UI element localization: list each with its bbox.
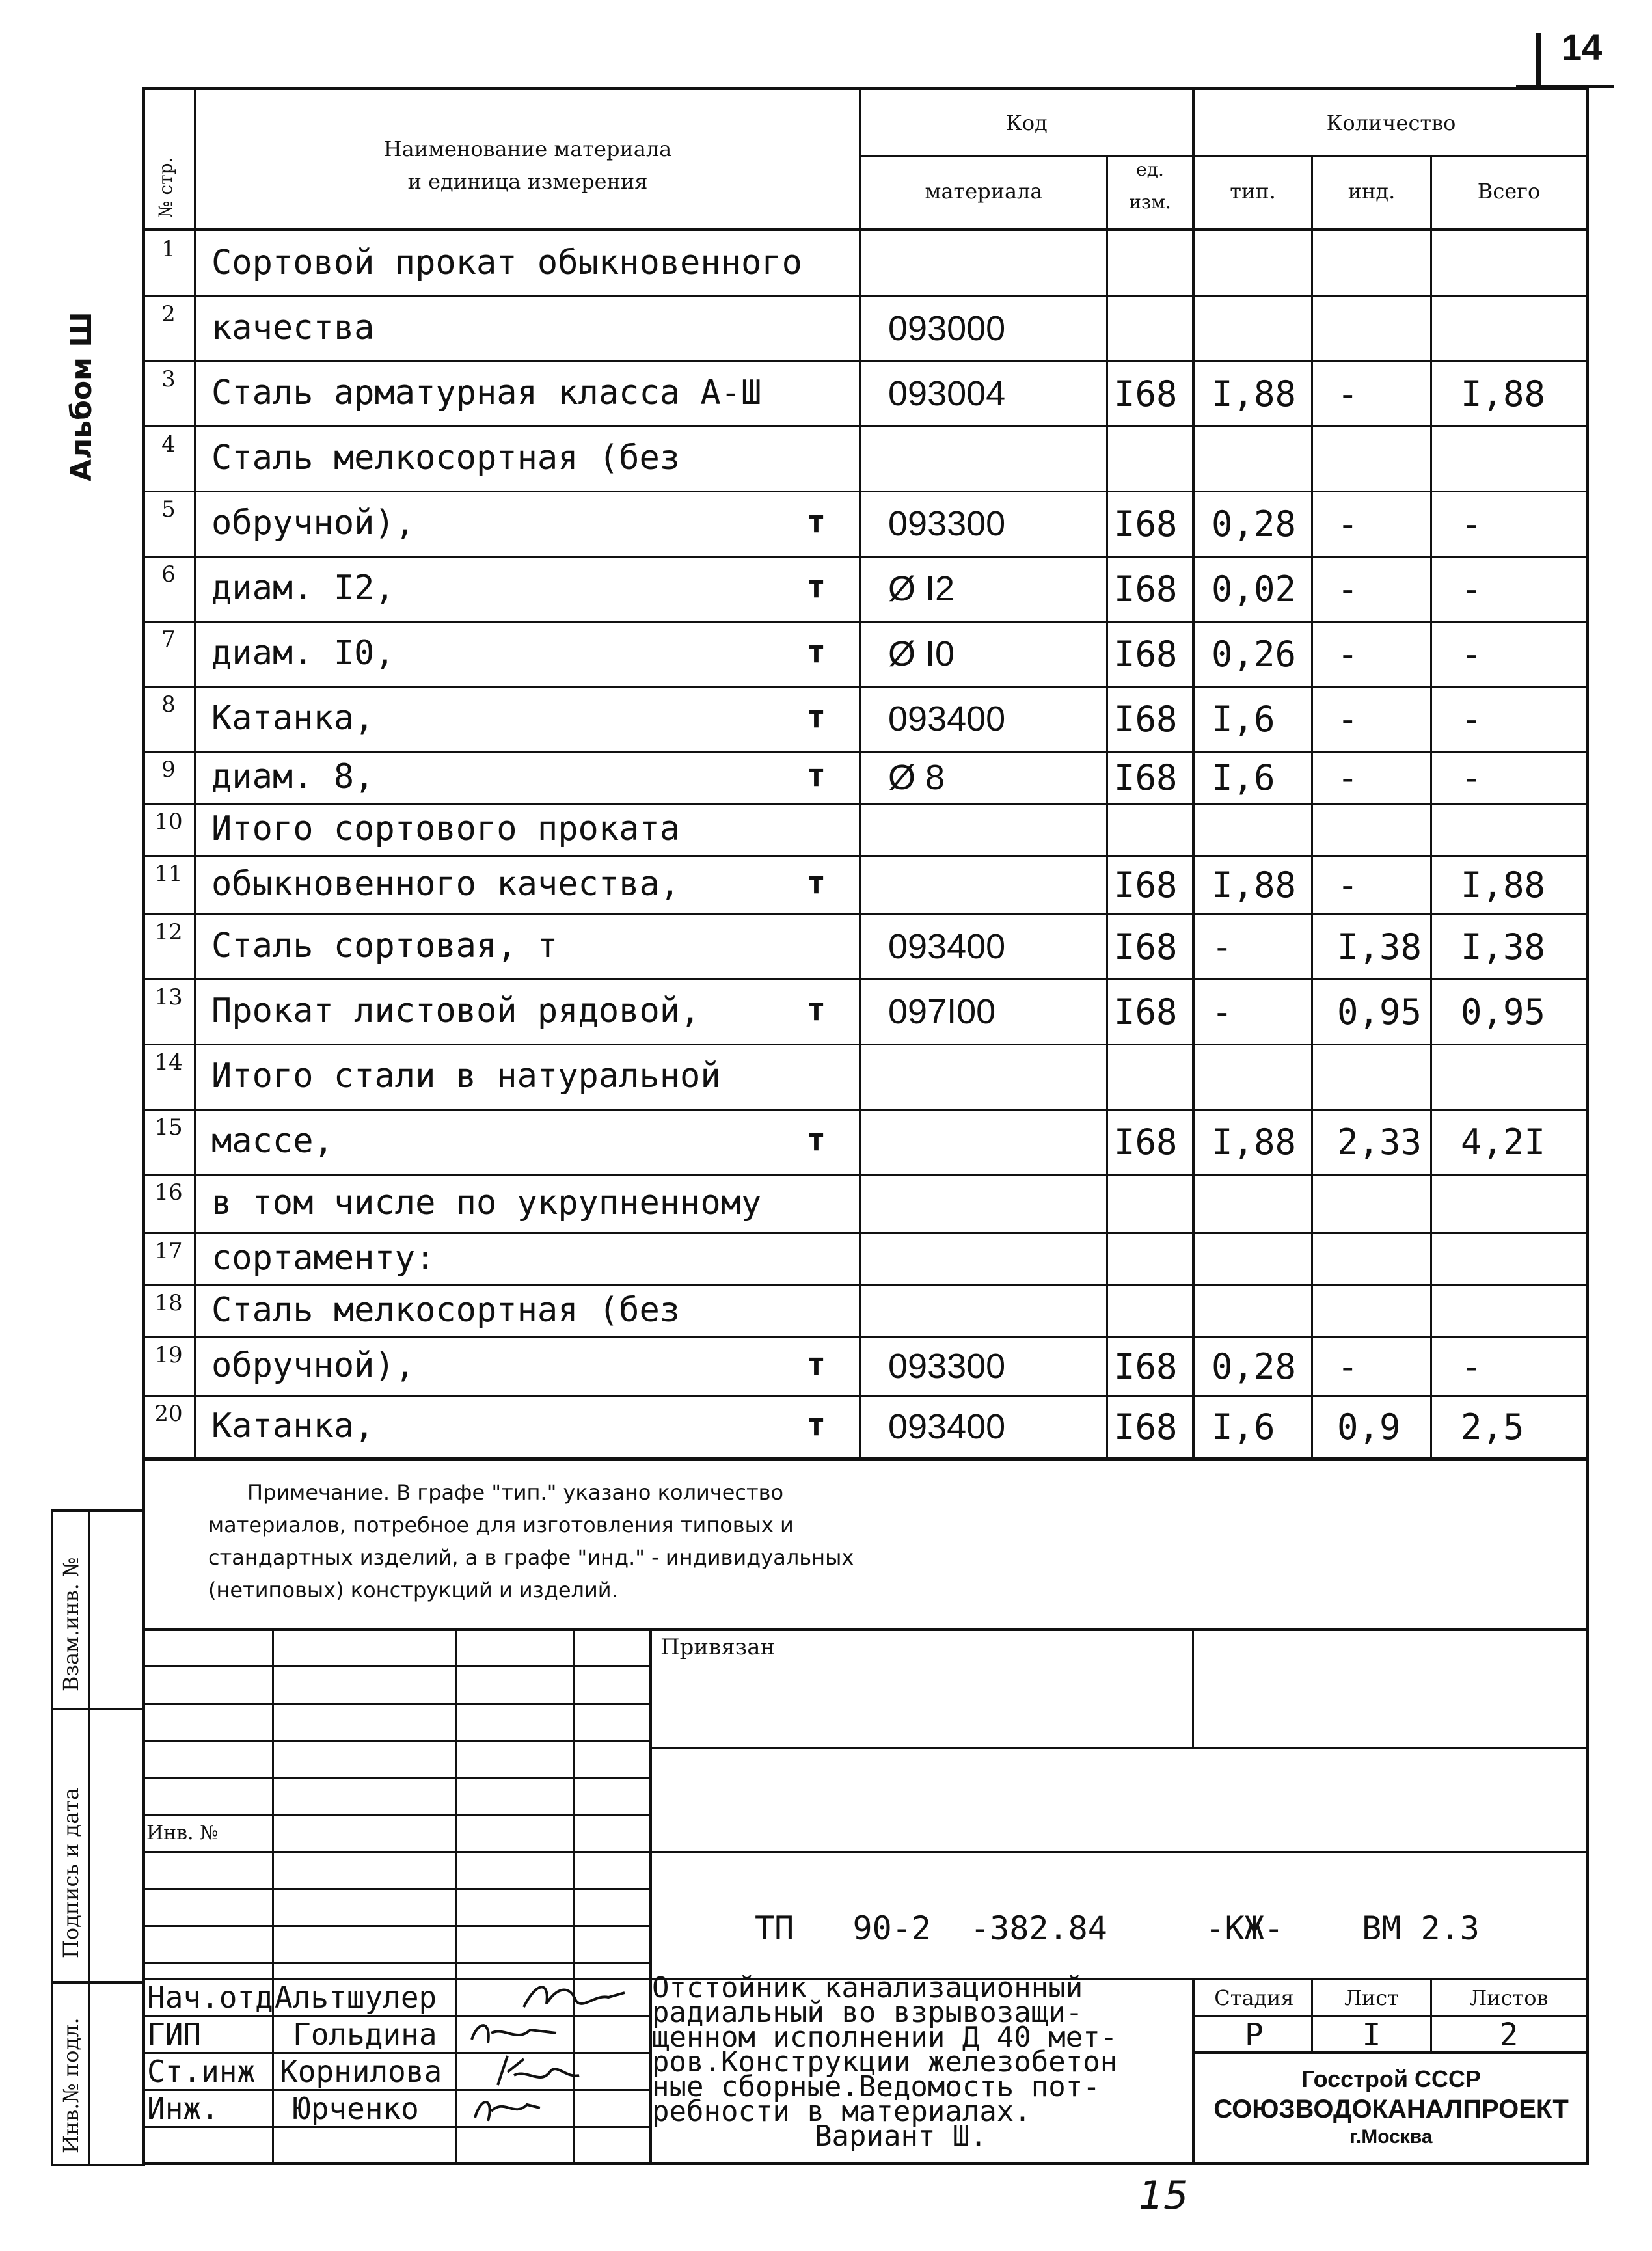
material-name: Катанка, xyxy=(211,1406,375,1446)
title-line-1: Отстойник канализационный xyxy=(652,1971,1083,2004)
qty-ind: 2,33 xyxy=(1337,1122,1422,1163)
side-label-podpis: Подпись и дата xyxy=(59,1787,83,1958)
row-number: 19 xyxy=(154,1342,183,1368)
unit-code: I68 xyxy=(1114,373,1178,414)
row-number: 18 xyxy=(154,1290,183,1316)
material-name: в том числе по укрупненному xyxy=(211,1183,762,1222)
staff-name-3: Корнилова xyxy=(280,2054,442,2089)
material-name: массе, xyxy=(211,1122,334,1161)
qty-ind: - xyxy=(1337,634,1359,675)
bottom-page-number: 15 xyxy=(1139,2173,1189,2218)
qty-ind: I,38 xyxy=(1337,926,1422,967)
header-col-total: Всего xyxy=(1477,179,1541,204)
material-name: диам. I0, xyxy=(211,634,395,673)
qty-total: I,38 xyxy=(1461,926,1546,967)
row-number: 3 xyxy=(161,366,176,392)
qty-total: 4,2I xyxy=(1461,1122,1546,1163)
album-label: Альбом Ш xyxy=(65,312,98,481)
material-name: Катанка, xyxy=(211,699,375,738)
material-unit: т xyxy=(807,504,826,540)
unit-code: I68 xyxy=(1114,926,1178,967)
sheets-value: 2 xyxy=(1499,2017,1519,2053)
title-line-7: Вариант Ш. xyxy=(815,2120,987,2153)
material-code: 093000 xyxy=(888,309,1006,348)
qty-total: 0,95 xyxy=(1461,991,1546,1032)
qty-typ: - xyxy=(1212,991,1233,1032)
qty-ind: 0,9 xyxy=(1337,1406,1401,1448)
qty-typ: 0,02 xyxy=(1212,569,1297,610)
sheet-value: I xyxy=(1362,2017,1381,2053)
material-code: 093300 xyxy=(888,504,1006,543)
header-col-ind: инд. xyxy=(1347,179,1396,204)
qty-total: I,88 xyxy=(1461,373,1546,414)
material-unit: т xyxy=(807,991,826,1028)
material-name: Сталь мелкосортная (без xyxy=(211,1291,681,1330)
staff-role-4: Инж. xyxy=(147,2091,219,2126)
note-line-2: материалов, потребное для изготовления типовых и xyxy=(208,1513,794,1537)
unit-code: I68 xyxy=(1114,757,1178,798)
row-number: 8 xyxy=(161,692,176,718)
material-unit: т xyxy=(807,865,826,901)
header-col-code-unit-2: изм. xyxy=(1129,191,1171,213)
qty-ind: 0,95 xyxy=(1337,991,1422,1032)
qty-typ: I,88 xyxy=(1212,1122,1297,1163)
unit-code: I68 xyxy=(1114,569,1178,610)
row-number: 14 xyxy=(154,1049,183,1075)
material-name: диам. 8, xyxy=(211,757,375,796)
note-line-3: стандартных изделий, а в графе "инд." - индивидуальных xyxy=(208,1545,854,1570)
row-number: 9 xyxy=(161,757,176,783)
privyazan-label: Привязан xyxy=(660,1634,776,1660)
qty-ind: - xyxy=(1337,1346,1359,1387)
row-number: 16 xyxy=(154,1179,183,1206)
qty-total: I,88 xyxy=(1461,865,1546,906)
title-line-6: ребности в материалах. xyxy=(652,2095,1031,2128)
note-line-4: (нетиповых) конструкций и изделий. xyxy=(208,1578,618,1602)
material-unit: т xyxy=(807,1346,826,1382)
material-code: Ø 8 xyxy=(888,758,945,797)
staff-name-4: Юрченко xyxy=(293,2091,419,2126)
qty-total: - xyxy=(1461,757,1482,798)
row-number: 4 xyxy=(161,431,176,457)
qty-total: - xyxy=(1461,569,1482,610)
qty-typ: - xyxy=(1212,926,1233,967)
material-code: 093400 xyxy=(888,927,1006,966)
material-code: 093004 xyxy=(888,374,1006,413)
material-code: Ø I2 xyxy=(888,569,955,608)
row-number: 6 xyxy=(161,561,176,587)
qty-typ: 0,26 xyxy=(1212,634,1297,675)
material-unit: т xyxy=(807,699,826,735)
material-name: обручной), xyxy=(211,1346,416,1385)
title-line-5: ные сборные.Ведомость пот- xyxy=(652,2070,1100,2103)
header-col-code-material: материала xyxy=(925,179,1043,204)
page-number-bar xyxy=(1536,33,1541,88)
material-name: Сталь арматурная класса А-Ш xyxy=(211,373,762,412)
header-col-typ: тип. xyxy=(1230,179,1276,204)
qty-ind: - xyxy=(1337,757,1359,798)
qty-ind: - xyxy=(1337,504,1359,545)
qty-typ: 0,28 xyxy=(1212,1346,1297,1387)
row-number: 5 xyxy=(161,496,176,522)
side-label-vzam: Взам.инв. № xyxy=(59,1557,83,1692)
title-line-3: щенном исполнении Д 40 мет- xyxy=(652,2021,1118,2054)
staff-name-1: Альтшулер xyxy=(275,1980,437,2015)
header-col-name-2: и единица измерения xyxy=(407,169,648,194)
material-name: Сортовой прокат обыкновенного xyxy=(211,243,802,282)
material-unit: т xyxy=(807,634,826,670)
material-name: обручной), xyxy=(211,504,416,543)
row-number: 13 xyxy=(154,984,183,1010)
header-col-no: № стр. xyxy=(155,157,176,218)
side-label-inv-podl: Инв.№ подл. xyxy=(59,2017,83,2153)
row-number: 15 xyxy=(154,1114,183,1140)
header-col-quantity: Количество xyxy=(1326,111,1456,135)
material-unit: т xyxy=(807,569,826,605)
header-col-code-unit-1: ед. xyxy=(1136,159,1164,180)
unit-code: I68 xyxy=(1114,1346,1178,1387)
material-name: качества xyxy=(211,308,375,347)
row-number: 2 xyxy=(161,301,176,327)
qty-typ: I,6 xyxy=(1212,757,1275,798)
qty-typ: 0,28 xyxy=(1212,504,1297,545)
material-name: Итого стали в натуральной xyxy=(211,1057,721,1096)
staff-name-2: Гольдина xyxy=(293,2017,437,2052)
row-number: 11 xyxy=(154,861,183,887)
row-number: 7 xyxy=(161,627,176,653)
org-line-1: Госстрой СССР xyxy=(1301,2066,1481,2092)
stage-value: Р xyxy=(1245,2017,1264,2053)
material-code: 093300 xyxy=(888,1347,1006,1386)
row-number: 1 xyxy=(161,236,176,262)
qty-total: - xyxy=(1461,634,1482,675)
row-number: 10 xyxy=(154,809,183,835)
qty-typ: I,88 xyxy=(1212,373,1297,414)
qty-typ: I,88 xyxy=(1212,865,1297,906)
material-code: 097I00 xyxy=(888,992,996,1031)
stage-label: Стадия xyxy=(1214,1986,1294,2010)
inv-no-label: Инв. № xyxy=(146,1822,219,1844)
qty-total: - xyxy=(1461,504,1482,545)
qty-total: - xyxy=(1461,1346,1482,1387)
org-line-3: г.Москва xyxy=(1349,2126,1433,2148)
staff-role-1: Нач.отд xyxy=(147,1980,273,2015)
unit-code: I68 xyxy=(1114,504,1178,545)
header-col-name-1: Наименование материала xyxy=(383,137,672,161)
qty-total: 2,5 xyxy=(1461,1406,1524,1448)
title-line-2: радиальный во взрывозащи- xyxy=(652,1996,1083,2029)
note-line-1: Примечание. В графе "тип." указано количество xyxy=(247,1480,784,1505)
org-line-2: СОЮЗВОДОКАНАЛПРОЕКТ xyxy=(1213,2095,1569,2123)
material-name: диам. I2, xyxy=(211,569,395,608)
qty-typ: I,6 xyxy=(1212,1406,1275,1448)
signature-2 xyxy=(465,2014,563,2053)
qty-total: - xyxy=(1461,699,1482,740)
qty-ind: - xyxy=(1337,699,1359,740)
title-line-4: ров.Конструкции железобетон xyxy=(652,2045,1118,2079)
qty-ind: - xyxy=(1337,865,1359,906)
material-unit: т xyxy=(807,1406,826,1443)
unit-code: I68 xyxy=(1114,1406,1178,1448)
material-code: 093400 xyxy=(888,699,1006,738)
qty-typ: I,6 xyxy=(1212,699,1275,740)
material-name: Сталь сортовая, т xyxy=(211,926,558,965)
unit-code: I68 xyxy=(1114,1122,1178,1163)
staff-role-2: ГИП xyxy=(147,2017,202,2052)
row-number: 12 xyxy=(154,919,183,945)
page-number: 14 xyxy=(1562,27,1603,68)
material-name: сортаменту: xyxy=(211,1239,436,1278)
material-unit: т xyxy=(807,1122,826,1158)
staff-role-3: Ст.инж xyxy=(147,2054,256,2089)
signature-4 xyxy=(468,2088,547,2127)
material-code: Ø I0 xyxy=(888,634,955,673)
row-number: 20 xyxy=(154,1401,183,1427)
material-unit: т xyxy=(807,757,826,794)
qty-ind: - xyxy=(1337,373,1359,414)
material-name: обыкновенного качества, xyxy=(211,865,681,904)
unit-code: I68 xyxy=(1114,699,1178,740)
sheet-label: Лист xyxy=(1344,1986,1399,2010)
material-name: Прокат листовой рядовой, xyxy=(211,991,701,1031)
header-col-code: Код xyxy=(1006,111,1048,135)
sheets-label: Листов xyxy=(1469,1986,1549,2010)
material-name: Итого сортового проката xyxy=(211,809,681,848)
material-code: 093400 xyxy=(888,1407,1006,1446)
row-number: 17 xyxy=(154,1238,183,1264)
unit-code: I68 xyxy=(1114,865,1178,906)
unit-code: I68 xyxy=(1114,634,1178,675)
material-name: Сталь мелкосортная (без xyxy=(211,438,681,478)
unit-code: I68 xyxy=(1114,991,1178,1032)
document-code: ТП 90-2 -382.84 -КЖ- ВМ 2.3 xyxy=(755,1909,1480,1947)
qty-ind: - xyxy=(1337,569,1359,610)
